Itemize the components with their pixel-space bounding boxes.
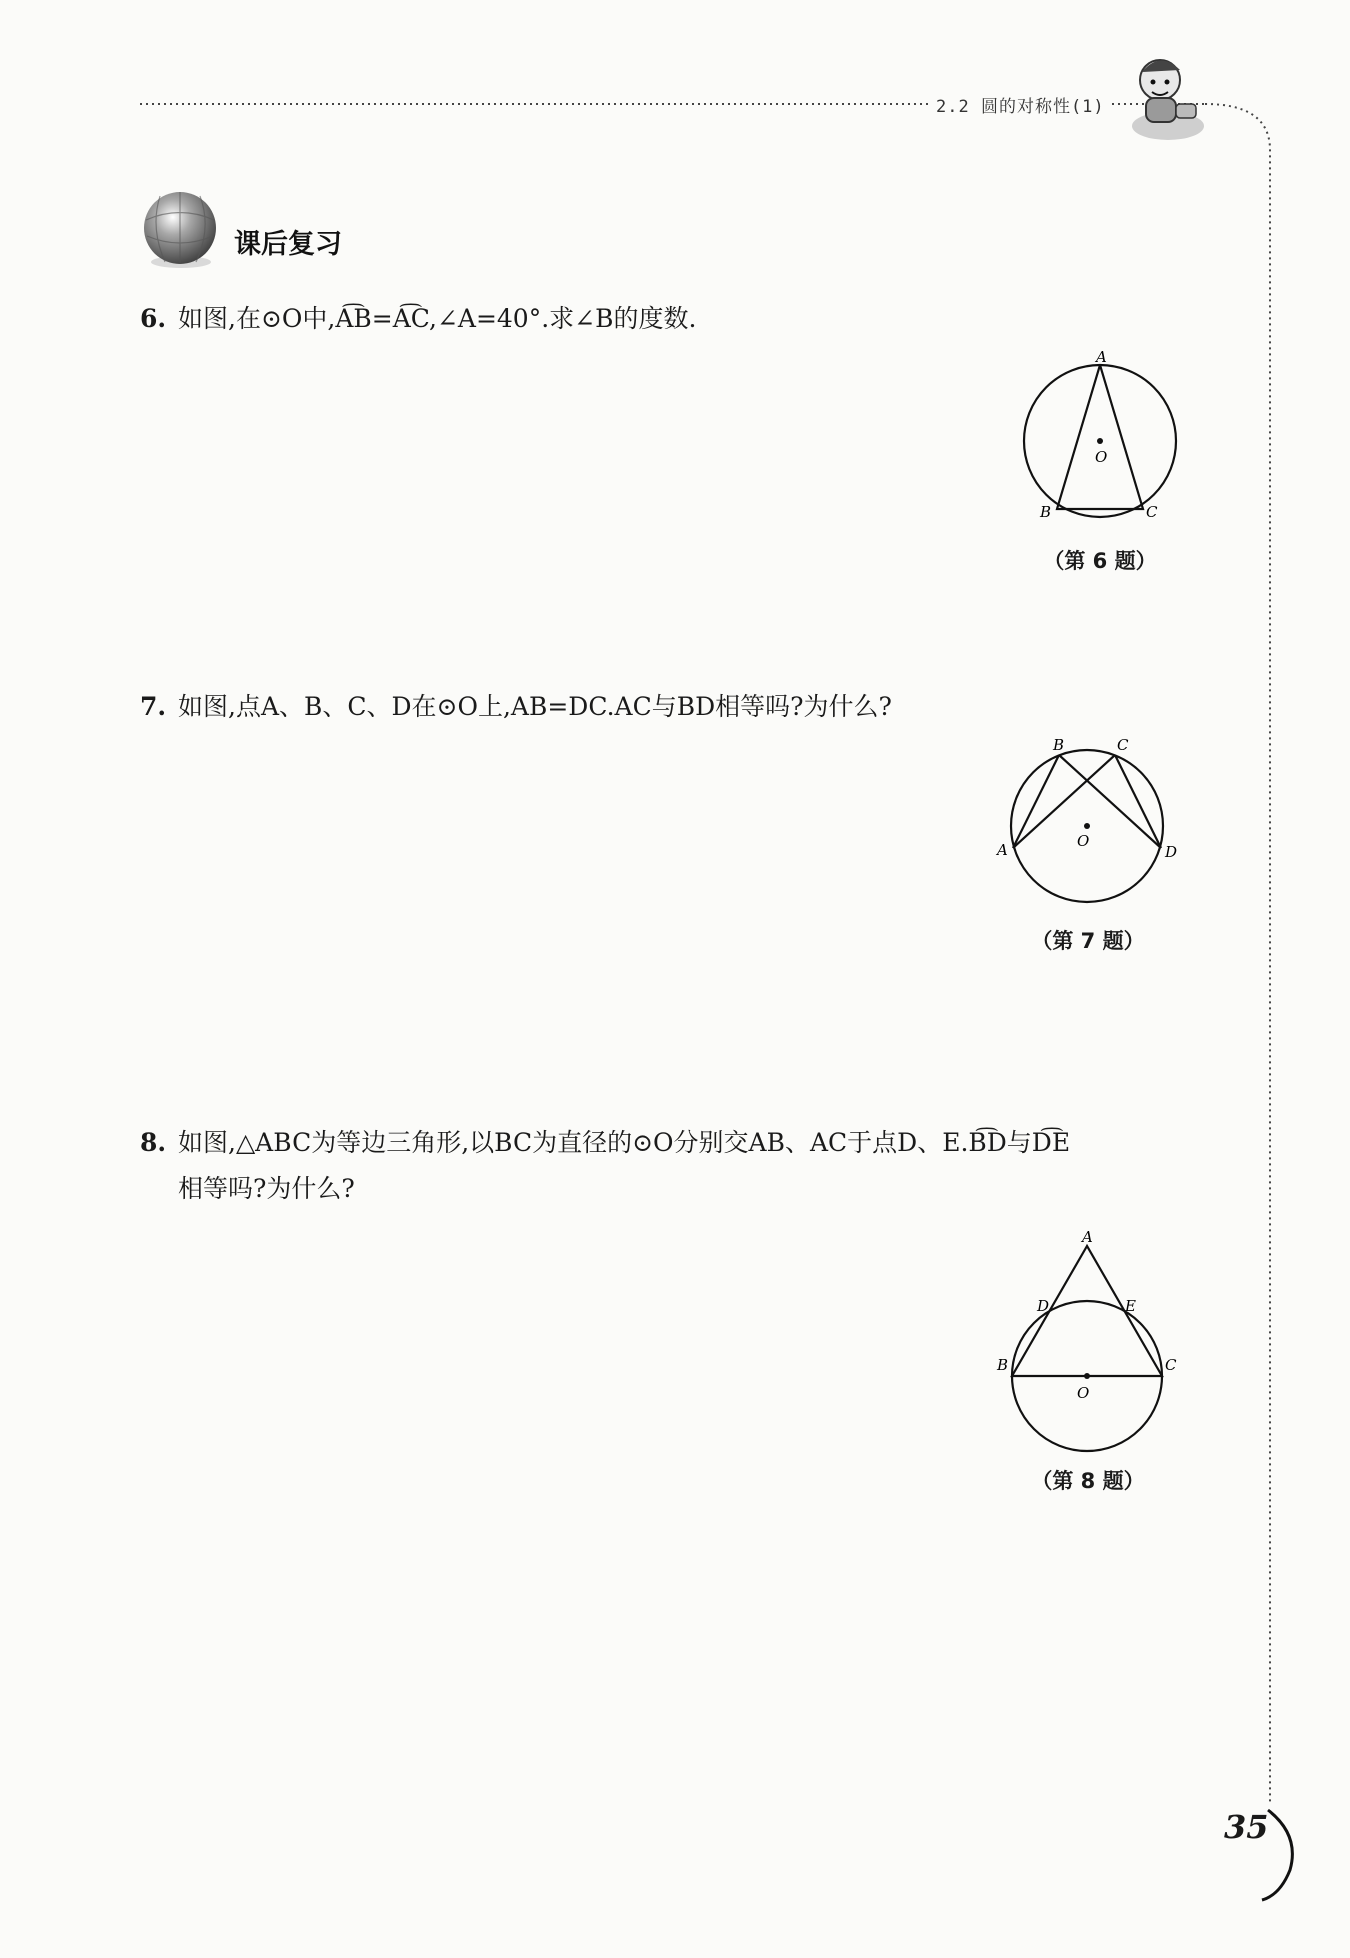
- page-number: 35: [1224, 1808, 1269, 1846]
- question-number: 7.: [140, 692, 167, 721]
- fig6-label-o: O: [1095, 448, 1108, 466]
- question-7: [140, 684, 1200, 730]
- question-text: 如图,点A、B、C、D在⊙O上,AB=DC.AC与BD相等吗?为什么?: [178, 692, 892, 721]
- question-6: [140, 296, 1200, 342]
- fig7-label-a: A: [997, 841, 1008, 859]
- figure-7-caption: （第 7 题）: [1031, 929, 1145, 953]
- fig6-label-c: C: [1146, 503, 1158, 521]
- question-text: 如图,在⊙O中,A͡B=A͡C,∠A=40°.求∠B的度数.: [178, 304, 697, 333]
- question-text-continued: 相等吗?为什么?: [178, 1174, 355, 1203]
- sphere-icon: [144, 192, 216, 268]
- fig8-label-o: O: [1077, 1384, 1090, 1402]
- section-title: 课后复习: [234, 229, 342, 260]
- fig8-label-c: C: [1165, 1356, 1177, 1374]
- figure-6-caption: （第 6 题）: [1043, 549, 1157, 573]
- question-8: [140, 1120, 1200, 1212]
- question-number: 6.: [140, 304, 167, 333]
- fig7-label-o: O: [1077, 832, 1090, 850]
- section-header-label: 2.2 圆的对称性(1): [930, 92, 1111, 117]
- figure-7-circle-chords: [995, 735, 1195, 910]
- cartoon-boy-mascot-icon: [1132, 60, 1204, 140]
- figure-8-caption: （第 8 题）: [1031, 1469, 1145, 1493]
- fig6-label-a: A: [1096, 348, 1107, 366]
- question-text: 如图,△ABC为等边三角形,以BC为直径的⊙O分别交AB、AC于点D、E.B͡D与D͡E: [178, 1128, 1071, 1157]
- figure-8-triangle-circle: [995, 1225, 1195, 1460]
- fig7-label-c: C: [1117, 736, 1129, 754]
- figure-6-circle-triangle: [1010, 345, 1200, 530]
- right-margin-dotted-line: [1205, 104, 1270, 1805]
- fig8-label-a: A: [1082, 1228, 1093, 1246]
- fig8-label-d: D: [1037, 1297, 1050, 1315]
- fig6-label-b: B: [1040, 503, 1052, 521]
- question-number: 8.: [140, 1128, 167, 1157]
- fig7-label-d: D: [1165, 843, 1178, 861]
- fig8-label-e: E: [1125, 1297, 1136, 1315]
- fig8-label-b: B: [997, 1356, 1009, 1374]
- fig7-label-b: B: [1053, 736, 1065, 754]
